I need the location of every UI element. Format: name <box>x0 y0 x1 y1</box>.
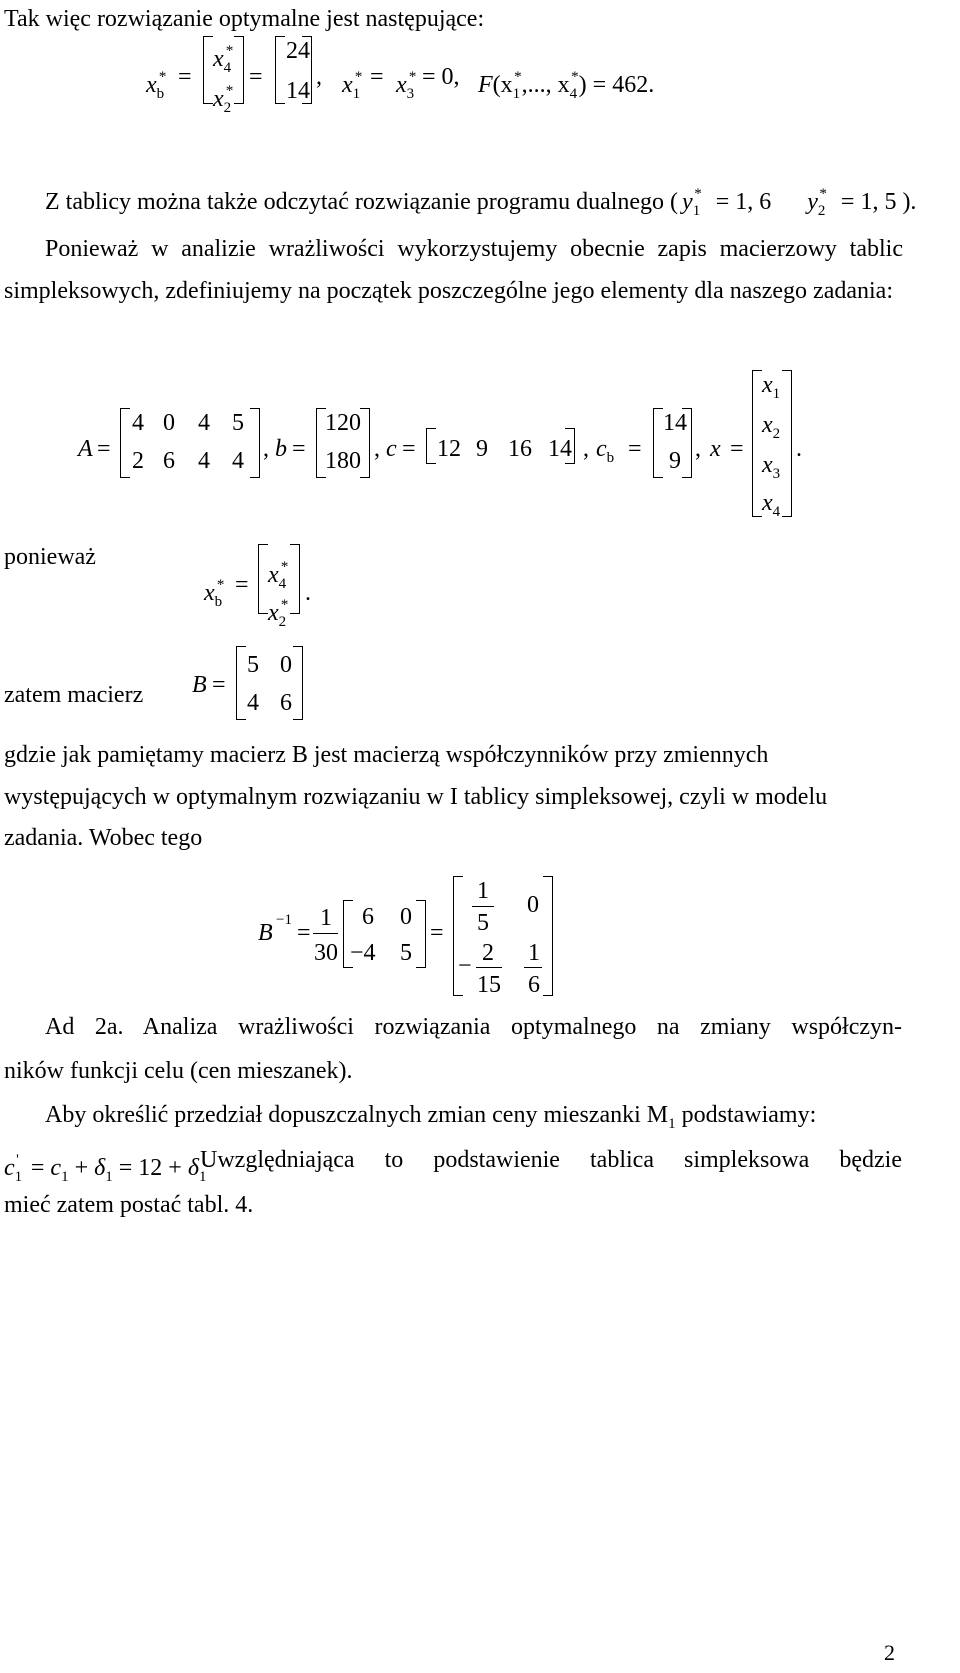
label-zatem-macierz: zatem macierz <box>4 682 144 708</box>
paragraph-matrix-notation-2: simpleksowych, zdefiniujemy na początek poszczególne jego elementy dla naszego zadania: <box>4 278 893 304</box>
intro-text: Tak więc rozwiązanie optymalne jest następujące: <box>4 6 485 32</box>
xb-star-symbol: $x_b^*$ <box>146 69 166 102</box>
paragraph-substitution-2: Uwzględniająca to podstawienie tablica simpleksowa będzie <box>200 1147 902 1173</box>
section-ad-2a-line2: ników funkcji celu (cen mieszanek). <box>4 1058 353 1084</box>
paragraph-matrix-notation-1: Ponieważ w analizie wrażliwości wykorzystujemy obecnie zapis macierzowy tablic <box>45 236 903 262</box>
dual-solution-text: Z tablicy można także odczytać rozwiązanie programu dualnego ( $y_1^* = 1$, 6 $y_2^* = 1$, 5 ). <box>45 186 917 219</box>
page-number: 2 <box>884 1640 895 1665</box>
paragraph-matrix-B-2: występujących w optymalnym rozwiązaniu w I tablicy simpleksowej, czyli w modelu <box>4 784 828 810</box>
paragraph-matrix-B-3: zadania. Wobec tego <box>4 825 203 851</box>
substitution-equation: $c_1' = c_1 + \delta_1 = 12 + \delta_1$ <box>4 1152 207 1185</box>
paragraph-substitution-1: Aby określić przedział dopuszczalnych zmian ceny mieszanki $M_1$ podstawiamy: <box>45 1102 817 1132</box>
paragraph-substitution-3: mieć zatem postać tabl. 4. <box>4 1192 254 1218</box>
section-ad-2a-line1: Ad 2a. Analiza wrażliwości rozwiązania optymalnego na zmiany współczyn- <box>45 1014 902 1040</box>
paragraph-matrix-B-1: gdzie jak pamiętamy macierz B jest macierzą współczynników przy zmiennych <box>4 742 769 768</box>
label-poniewaz: ponieważ <box>4 544 96 570</box>
